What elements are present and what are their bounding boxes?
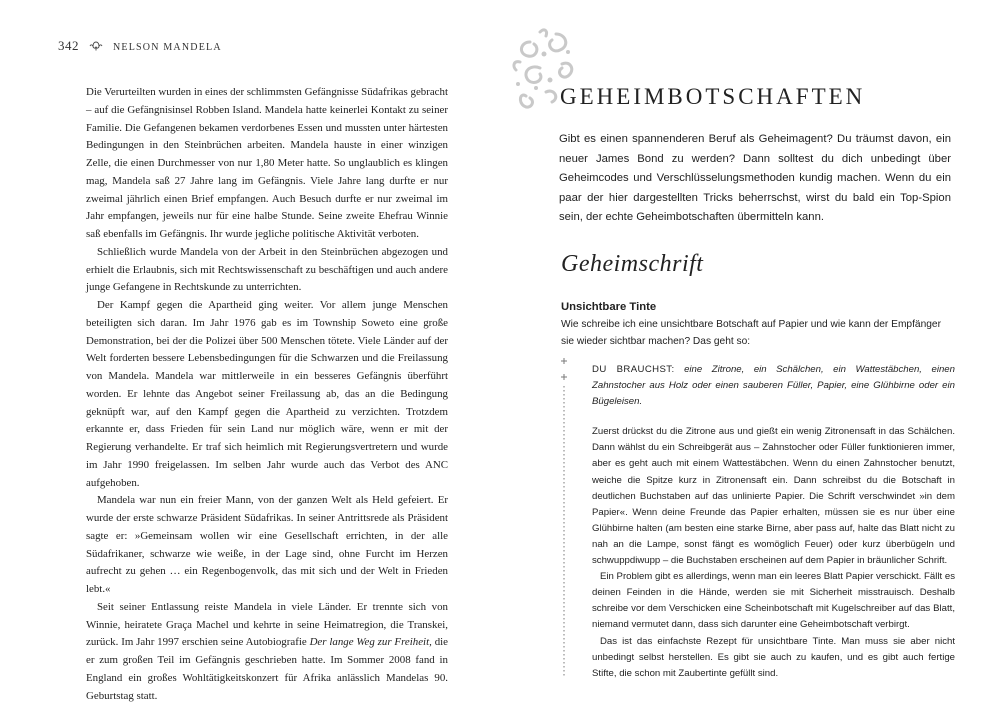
subsection-title: Unsichtbare Tinte [561,301,657,313]
paragraph-text: Seit seiner Entlassung reiste Mandela in viele Länder. Er trennte sich von Winnie, heiratete Graça Machel und kehrte in seine Heimatregion, die Transkei, zurück. Im Jahr 1997 erschien seine Autobiografie [86,600,448,649]
paragraph: Schließlich wurde Mandela von der Arbeit in den Steinbrüchen abgezogen und erhielt die Erlaubnis, sich mit Rechtswissenschaft zu beschäftigen und auch andere junge Gefangene in Rechtskunde zu unterrichten. [86,245,448,294]
box-content [592,362,955,682]
right-page [500,0,1000,700]
dotted-rule-icon [560,358,568,676]
floral-ornament-icon [89,41,103,51]
paragraph: Der Kampf gegen die Apartheid ging weiter. Vor allem junge Menschen beteiligten sich daran. Im Jahr 1976 gab es im Township Soweto eine große Demonstration, bei der die Polizei über 500 Menschen tötete. Viele Länder auf der Welt forderten bessere Lebensbedingungen für die Schwarzen und die Freilassung von Mandela. Mandela war mittlerweile in ein besseres Gefängnis überführt worden. Er lehnte das Angebot seiner Freilassung ab, das an die Bedingung geknüpft war, auf den Kampf gegen die Apartheid zu verzichten. Trotzdem erkannte er, dass Frieden für sein Land nur möglich wäre, wenn er mit der Regierung verhandelte. Er traf sich heimlich mit Regierungsvertretern und wurde im Jahr 1990 freigelassen. Im selben Jahr wurde auch das Verbot des ANC aufgehoben. [86,299,448,489]
instruction-paragraph: Das ist das einfachste Rezept für unsichtbare Tinte. Man muss sie aber nicht unbedingt selbst herstellen. Es gibt sie auch zu kaufen, und es gibt auch fertige Stifte, die schon mit Zaubertinte gefüllt sind. [592,635,955,679]
materials-list [592,362,955,410]
left-page [0,0,500,700]
book-title: Der lange Weg zur Freiheit, [309,636,432,649]
materials-text: eine Zitrone, ein Schälchen, ein Wattestäbchen, einen Zahnstocher aus Holz oder einen sauberen Füller, Papier, eine Glühbirne oder ein Bügeleisen. [592,364,955,408]
instruction-paragraph: Ein Problem gibt es allerdings, wenn man ein leeres Blatt Papier verschickt. Fällt es deinen Feinden in die Hände, werden sie mit Sicherheit misstrauisch. Deshalb schreibe vor dem Verschicken eine Scheinbotschaft mit Kugelschreiber auf das Blatt, niemand vermutet dann, dass sich darunter eine Geheimbotschaft verbirgt. [592,571,955,631]
running-head [58,37,222,55]
page-number: 342 [58,38,79,53]
paragraph [86,599,448,705]
section-title: Geheimschrift [561,251,704,277]
paragraph: Die Verurteilten wurden in eines der schlimmsten Gefängnisse Südafrikas gebracht – auf die Gefängnisinsel Robben Island. Mandela hatte keinerlei Kontakt zu seiner Familie. Die Gefangenen bekamen verdorbenes Essen und mussten unter härtesten Bedingungen in den Steinbrüchen arbeiten. Mandela hauste in einer winzigen Zelle, die einen Durchmesser von nur 1,80 Meter hatte. So unglaublich es klingen mag, Mandela saß 27 Jahre lang im Gefängnis. Viele Jahre lang durfte er nur zweimal jährlich einen Brief empfangen. Auch Besuch durfte er nur zweimal im Jahr empfangen, jeweils nur für eine halbe Stunde. Seine zweite Ehefrau Winnie saß ebenfalls im Gefängnis. Ihr wurde jegliche politische Aktivität verboten. [86,86,448,240]
materials-label: DU BRAUCHST: [592,364,675,375]
paragraph: Mandela war nun ein freier Mann, von der ganzen Welt als Held gefeiert. Er wurde der erste schwarze Präsident Südafrikas. In seiner Antrittsrede als Präsident sagte er: »Gemeinsam wollen wir eine Gesellschaft errichten, in der alle Südafrikaner, schwarze wie weiße, in der Lage sind, ohne Furcht im Herzen aufrecht zu gehen … ein Regenbogenvolk, das mit sich und der Welt in Frieden lebt.« [86,494,448,595]
instruction-box [558,358,960,679]
running-title: NELSON MANDELA [113,42,222,53]
left-body-text [86,84,448,705]
intro-text: Gibt es einen spannenderen Beruf als Geheimagent? Du träumst davon, ein neuer James Bond zu werden? Dann solltest du dich unbedingt über Geheimcodes und Verschlüsselungsmethoden kundig machen. Wenn du ein paar der hier dargestellten Tricks beherrschst, wirst du bald ein Top-Spion sein, der echte Geheimbotschaften übermitteln kann. [559,133,951,223]
chapter-title: GEHEIMBOTSCHAFTEN [560,84,866,109]
question-text: Wie schreibe ich eine unsichtbare Botschaft auf Papier und wie kann der Empfänger sie wieder sichtbar machen? Das geht so: [561,319,941,347]
instruction-paragraph: Zuerst drückst du die Zitrone aus und gießt ein wenig Zitronensaft in das Schälchen. Dann wählst du ein Schreibgerät aus – Zahnstocher oder Füller funktionieren immer, aber es geht auch mit einem Wattestäbchen. Wenn du einen Zahnstocher benutzt, weiche die Spitze kurz in Zitronensaft ein. Dann schreibst du die Botschaft in deutlichen Buchstaben auf das unlinierte Papier. Die Schrift verschwindet »in dem Papier«. Wenn deine Freunde das Papier erhalten, müssen sie es nur über eine Glühbirne halten (am besten eine starke Birne, aber pass auf, halte das Blatt nicht zu nah an die Lampe, sonst fängt es womöglich Feuer) oder kurz überbügeln und schwuppdiwupp – die Buchstaben erscheinen auf dem Papier in bräunlicher Schrift. [592,426,955,567]
paragraph-text: die er zum großen Teil im Gefängnis geschrieben hatte. Im Sommer 2008 fand in England ein großes Wohltätigkeitskonzert für Afrika anlässlich Mandelas 90. Geburtstag statt. [86,636,448,702]
